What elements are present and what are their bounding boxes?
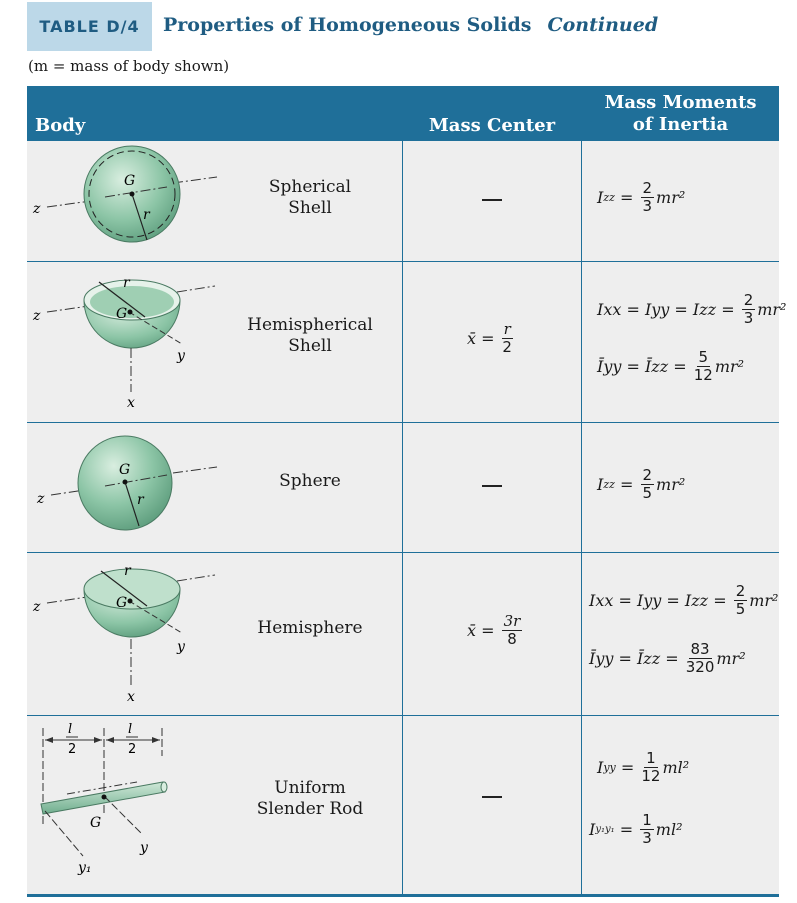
fig-label-z: z xyxy=(37,491,45,507)
inertia-formula: I y₁y₁ = $\frac{1}{3}$ ml² xyxy=(589,811,683,847)
body-name-line1: Sphere xyxy=(279,471,341,491)
fraction-den: 3 xyxy=(743,309,754,327)
fig-label-G: G xyxy=(119,462,131,478)
inertia-formula: Īyy = Īzz = $\frac{5}{12}$ mr² xyxy=(597,348,745,384)
fig-label-l: l xyxy=(68,722,73,737)
formula-fraction xyxy=(641,180,655,215)
column-divider-1 xyxy=(402,86,403,894)
formula-rhs: ml² xyxy=(662,758,690,777)
fraction-num: 2 xyxy=(642,466,653,484)
body-name-line1: Spherical xyxy=(268,177,352,197)
formula-sub: y₁y₁ xyxy=(595,824,615,835)
body-name xyxy=(225,177,395,219)
formula-lhs: I xyxy=(597,758,604,777)
inertia-formula: I zz = $\frac{2}{5}$ mr² xyxy=(597,466,686,502)
fraction-num: 1 xyxy=(646,749,656,767)
formula-fraction xyxy=(641,750,660,785)
fraction-num: 1 xyxy=(642,811,652,829)
fraction-num: 3r xyxy=(503,612,521,630)
inertia-formula: I yy = $\frac{1}{12}$ ml² xyxy=(597,749,690,785)
formula-rhs: mr² xyxy=(714,357,745,376)
formula-fraction xyxy=(686,641,715,676)
formula-lhs: Īyy = Īzz xyxy=(589,649,661,668)
formula-lhs: x̄ xyxy=(467,329,477,348)
body-name xyxy=(225,315,395,357)
col-mass-center: Mass Center xyxy=(428,115,556,136)
body-name xyxy=(225,471,395,492)
formula-rhs: mr² xyxy=(656,188,686,207)
body-name-line2: Shell xyxy=(288,198,332,218)
fig-label-G: G xyxy=(90,815,102,831)
fig-label-2: 2 xyxy=(68,742,77,757)
formula-lhs: Ixx = Iyy = Izz xyxy=(589,591,709,610)
formula-rhs: mr² xyxy=(656,475,686,494)
formula-lhs: x̄ xyxy=(467,621,477,640)
fig-label-y: y xyxy=(140,840,148,856)
col-inertia-line2: of Inertia xyxy=(632,114,729,135)
body-name-line2: Shell xyxy=(288,336,332,356)
formula-sub: zz xyxy=(603,478,615,491)
fig-label-z: z xyxy=(33,599,41,615)
column-divider-2 xyxy=(581,86,582,894)
mass-center-formula: x̄ = $\frac{r}{2}$ xyxy=(467,320,512,356)
continued-label: Continued xyxy=(547,14,659,36)
formula-lhs: I xyxy=(597,188,604,207)
body-name-line2: Slender Rod xyxy=(256,799,364,819)
title-text: Properties of Homogeneous Solids xyxy=(163,14,532,36)
formula-lhs: I xyxy=(589,820,596,839)
formula-lhs: Ixx = Iyy = Izz xyxy=(597,300,717,319)
col-inertia-line1: Mass Moments xyxy=(604,92,757,113)
col-inertia xyxy=(582,92,779,136)
mass-center-formula: x̄ = $\frac{3r}{8}$ xyxy=(467,612,521,648)
formula-rhs: mr² xyxy=(757,300,787,319)
fig-label-G: G xyxy=(116,306,128,322)
inertia-formula: Īyy = Īzz = $\frac{83}{320}$ mr² xyxy=(589,640,746,676)
formula-rhs: ml² xyxy=(655,820,683,839)
table-tag: TABLE D/4 xyxy=(27,2,152,51)
formula-fraction xyxy=(734,583,748,618)
fraction-den: 5 xyxy=(642,484,653,502)
fig-label-r: r xyxy=(123,275,130,291)
formula-lhs: Īyy = Īzz xyxy=(597,357,669,376)
table-header xyxy=(27,86,779,141)
fig-label-y1: y₁ xyxy=(78,860,92,876)
fig-label-r: r xyxy=(143,207,150,223)
mass-center-dash xyxy=(482,796,502,798)
fraction-den: 3 xyxy=(642,829,652,847)
fraction-den: 2 xyxy=(502,338,512,356)
fig-label-2: 2 xyxy=(128,742,137,757)
fraction-num: r xyxy=(503,320,511,338)
inertia-formula: Ixx = Iyy = Izz = $\frac{2}{3}$ mr² xyxy=(597,291,787,327)
inertia-formula: I zz = $\frac{2}{3}$ mr² xyxy=(597,179,686,215)
fig-label-G: G xyxy=(124,173,136,189)
fraction-den: 12 xyxy=(641,767,661,785)
fraction-num: 2 xyxy=(743,291,754,309)
formula-fraction xyxy=(694,349,713,384)
col-body: Body xyxy=(35,115,86,136)
body-name xyxy=(225,778,395,820)
fraction-den: 320 xyxy=(685,658,715,676)
fig-label-G: G xyxy=(116,595,128,611)
properties-table xyxy=(27,86,787,897)
fig-label-r: r xyxy=(137,492,144,508)
body-name-line1: Hemisphere xyxy=(257,618,363,638)
formula-sub: zz xyxy=(603,191,615,204)
formula-rhs: mr² xyxy=(749,591,779,610)
fraction-num: 2 xyxy=(642,179,653,197)
inertia-formula: Ixx = Iyy = Izz = $\frac{2}{5}$ mr² xyxy=(589,582,779,618)
mass-center-dash xyxy=(482,485,502,487)
formula-fraction xyxy=(502,321,513,356)
formula-lhs: I xyxy=(597,475,604,494)
fraction-den: 8 xyxy=(507,630,517,648)
body-name-line1: Hemispherical xyxy=(247,315,373,335)
formula-fraction xyxy=(640,812,654,847)
fig-label-l: l xyxy=(128,722,133,737)
fraction-den: 12 xyxy=(693,366,713,384)
fraction-num: 83 xyxy=(690,640,710,658)
fig-label-y: y xyxy=(177,348,185,364)
fig-label-z: z xyxy=(33,201,41,217)
mass-center-dash xyxy=(482,199,502,201)
fig-label-r: r xyxy=(124,563,131,579)
page-title xyxy=(163,14,658,36)
mass-note: (m = mass of body shown) xyxy=(28,57,230,75)
fraction-den: 5 xyxy=(735,600,746,618)
fig-label-x: x xyxy=(127,689,135,705)
fig-label-z: z xyxy=(33,308,41,324)
body-name xyxy=(225,618,395,639)
formula-fraction xyxy=(641,467,655,502)
fraction-den: 3 xyxy=(642,197,653,215)
fig-label-y: y xyxy=(177,639,185,655)
fraction-num: 5 xyxy=(698,348,709,366)
formula-fraction xyxy=(502,613,523,648)
formula-fraction xyxy=(742,292,756,327)
fig-label-x: x xyxy=(127,395,135,411)
body-name-line1: Uniform xyxy=(274,778,346,798)
formula-sub: yy xyxy=(603,761,616,774)
formula-rhs: mr² xyxy=(716,649,746,668)
fraction-num: 2 xyxy=(735,582,746,600)
